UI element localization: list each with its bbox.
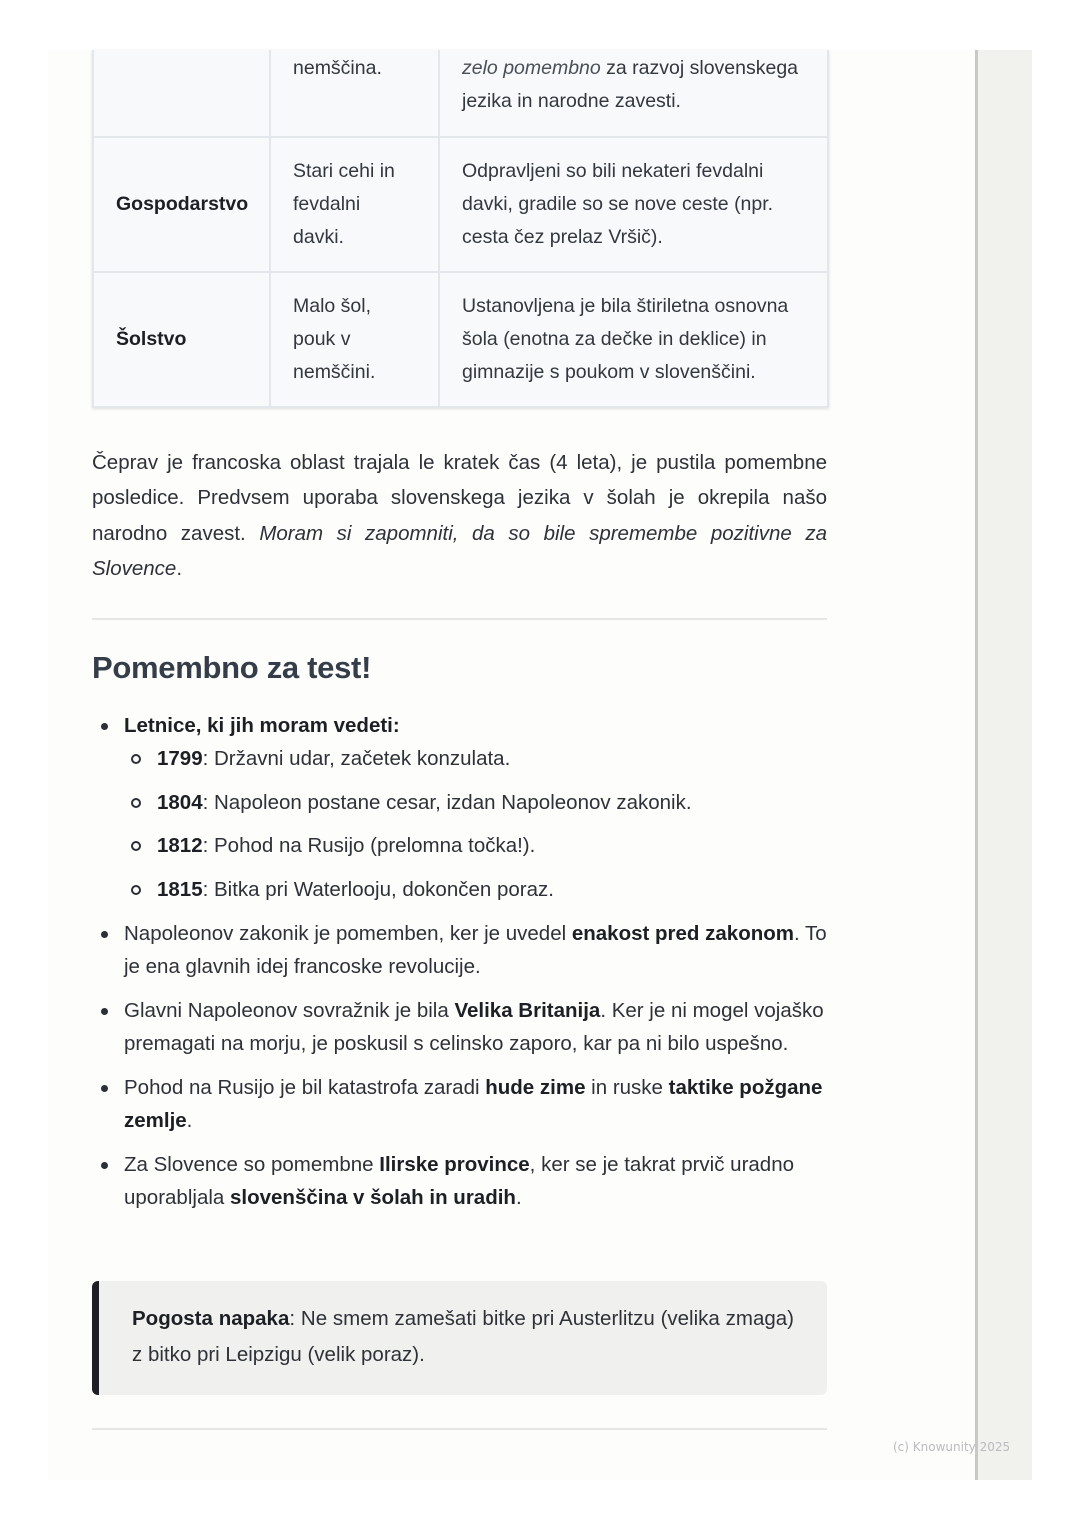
dates-list (124, 742, 827, 906)
table-cell-after: zelo pomembno za razvoj slovenskega jezika in narodne zavesti. (439, 50, 828, 137)
list-item: Glavni Napoleonov sovražnik je bila Velika Britanija. Ker je ni mogel vojaško premagati na morju, je poskusil s celinsko zaporo, kar pa ni bilo uspešno. (92, 994, 827, 1060)
list-item: Pohod na Rusijo je bil katastrofa zaradi hude zime in ruske taktike požgane zemlje. (92, 1071, 827, 1137)
divider (92, 1428, 827, 1430)
section-title: Pomembno za test! (92, 650, 372, 685)
date-item: 1812: Pohod na Rusijo (prelomna točka!). (124, 829, 827, 862)
table-cell-before: Malo šol, pouk v nemščini. (270, 272, 439, 407)
copyright-footer: (c) Knowunity 2025 (893, 1440, 1011, 1454)
side-margin (978, 50, 1032, 1480)
key-points-list (92, 709, 827, 1225)
list-item: Za Slovence so pomembne Ilirske province, ker se je takrat prvič uradno uporabljala slovenščina v šolah in uradih. (92, 1148, 827, 1214)
dates-heading: Letnice, ki jih moram vedeti: (124, 714, 400, 737)
table-cell-before: nemščina. (270, 50, 439, 137)
common-mistake-callout: Pogosta napaka: Ne smem zamešati bitke pri Austerlitzu (velika zmaga) z bitko pri Leipzigu (velik poraz). (92, 1281, 827, 1395)
table-row (93, 137, 828, 272)
table-cell-category: Šolstvo (93, 272, 270, 407)
table-cell-category (93, 50, 270, 137)
divider (92, 618, 827, 620)
date-item: 1815: Bitka pri Waterlooju, dokončen poraz. (124, 873, 827, 906)
table-cell-before: Stari cehi in fevdalni davki. (270, 137, 439, 272)
list-item (92, 709, 827, 906)
table-cell-category: Gospodarstvo (93, 137, 270, 272)
table-cell-after: Ustanovljena je bila štiriletna osnovna šola (enotna za dečke in deklice) in gimnazije s poukom v slovenščini. (439, 272, 828, 407)
changes-table (92, 50, 829, 408)
date-item: 1804: Napoleon postane cesar, izdan Napoleonov zakonik. (124, 786, 827, 819)
date-item: 1799: Državni udar, začetek konzulata. (124, 742, 827, 775)
table-row (93, 50, 828, 137)
table-cell-after: Odpravljeni so bili nekateri fevdalni davki, gradile so se nove ceste (npr. cesta čez prelaz Vršič). (439, 137, 828, 272)
list-item: Napoleonov zakonik je pomemben, ker je uvedel enakost pred zakonom. To je ena glavnih idej francoske revolucije. (92, 917, 827, 983)
table-row (93, 272, 828, 407)
conclusion-paragraph: Čeprav je francoska oblast trajala le kratek čas (4 leta), je pustila pomembne posledice. Predvsem uporaba slovenskega jezika v šolah je okrepila našo narodno zavest. Moram si zapomniti, da so bile spremembe pozitivne za Slovence. (92, 451, 827, 580)
